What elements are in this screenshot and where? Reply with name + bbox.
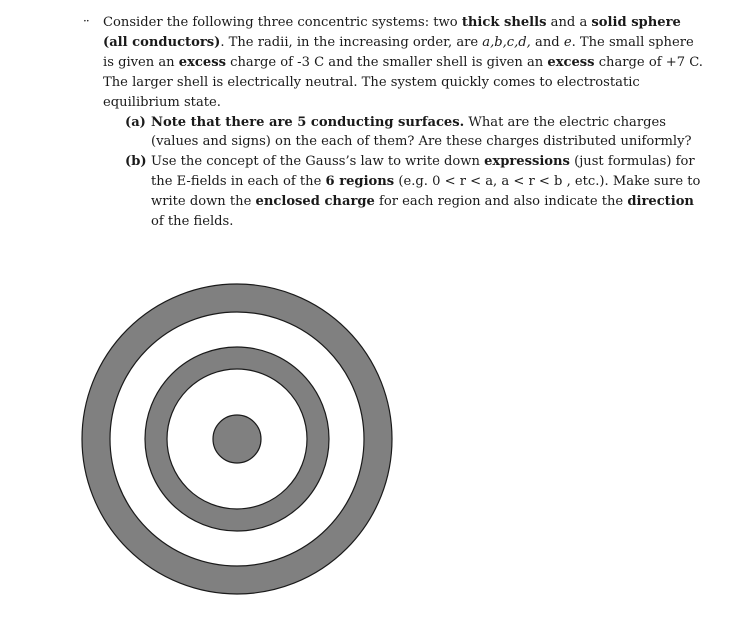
part-a-text: What are the electric charges (values and signs) on the each of them? Are these charges distributed uniformly? [151, 114, 692, 150]
intro-radius-e: e [563, 34, 572, 50]
intro-bold-thick-shells: thick shells [461, 15, 547, 30]
intro-bold-solid-sphere: solid sphere (all conductors) [103, 15, 681, 50]
part-a-label: (a) [125, 114, 146, 130]
inner-thick-shell [145, 347, 329, 531]
part-a [103, 113, 703, 153]
intro-radii-italic: a,b,c,d, [482, 34, 531, 50]
part-b-text-5: of the fields. [151, 214, 234, 230]
intro-text-7: charge of +7 C. The larger shell is electrically neutral. The system quickly comes to electrostatic equilibrium state. [103, 54, 703, 110]
part-b [103, 152, 703, 232]
intro-text-3: . The radii, in the increasing order, are [220, 34, 483, 50]
problem-intro [103, 13, 703, 113]
part-b-text-4: for each region and also indicate the [374, 194, 628, 210]
part-b-bold-regions: 6 regions [325, 174, 395, 190]
intro-text-5: . The small sphere is given an [103, 34, 694, 70]
intro-bold-excess-2: excess [547, 54, 595, 70]
part-b-bold-direction: direction [627, 194, 694, 210]
intro-text-4: and [530, 34, 564, 50]
part-b-text-1: Use the concept of the Gauss’s law to write down [151, 154, 485, 170]
part-b-bold-enclosed-charge: enclosed charge [255, 194, 375, 210]
outer-thick-shell [82, 284, 392, 594]
bullet-marker: ·· [83, 14, 89, 28]
intro-text-2: and a [546, 15, 592, 30]
solid-sphere [213, 415, 261, 463]
part-b-bold-expressions: expressions [484, 154, 570, 170]
part-b-text-3: (e.g. 0 < r < a, a < r < b , etc.). Make sure to write down the [151, 174, 701, 210]
intro-text-6: charge of -3 C and the smaller shell is given an [225, 54, 548, 70]
inner-shell-cavity [167, 369, 307, 509]
intro-text-1: Consider the following three concentric systems: two [103, 15, 462, 30]
problem-statement [103, 13, 703, 232]
intro-bold-excess-1: excess [178, 54, 226, 70]
part-a-bold: Note that there are 5 conducting surfaces. [151, 114, 465, 130]
part-b-label: (b) [125, 154, 147, 170]
part-b-text-2: (just formulas) for the E-fields in each of the [151, 154, 695, 190]
outer-shell-cavity [110, 312, 364, 566]
